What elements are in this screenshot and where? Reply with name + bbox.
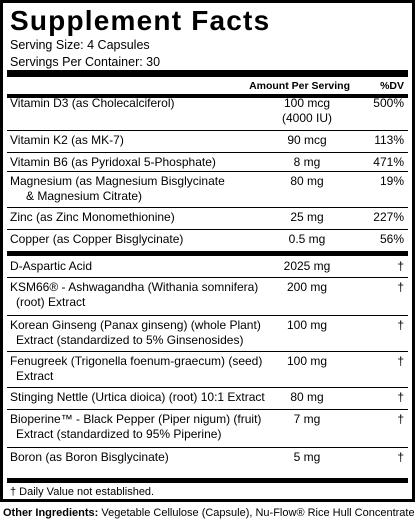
row-separator [7,152,408,153]
ingredient-amount: 100 mg [286,354,328,368]
other-ingredients [3,507,415,520]
ingredient-name: Stinging Nettle (Urtica dioica) (root) 10:1 Extract [10,390,265,404]
other-ingredients-label: Other Ingredients: [3,507,99,519]
ingredient-name: Korean Ginseng (Panax ginseng) (whole Plant) Extract (standardized to 5% Ginsenosides) [10,318,261,347]
ingredient-name: Magnesium (as Magnesium Bisglycinate & Magnesium Citrate) [10,174,225,203]
ingredient-amount: 25 mg [290,210,324,224]
ingredient-dv: 113% [374,133,404,147]
thick-divider [7,70,408,77]
footnote: † Daily Value not established. [10,486,155,498]
ingredient-dv: † [397,354,404,368]
ingredient-dv: 471% [373,155,404,169]
serving-size: Serving Size: 4 Capsules [10,38,150,52]
row-separator [7,130,408,131]
ingredient-dv: † [397,280,404,294]
ingredient-name: Copper (as Copper Bisglycinate) [10,232,184,246]
ingredient-name: Bioperine™ - Black Pepper (Piper nigum) (fruit) Extract (standardized to 95% Piperine) [10,412,262,441]
ingredient-name: Vitamin K2 (as MK-7) [10,133,124,147]
ingredient-name: KSM66® - Ashwagandha (Withania somnifera) (root) Extract [10,280,259,309]
ingredient-amount: 80 mg [290,174,324,188]
ingredient-name: Boron (as Boron Bisglycinate) [10,450,169,464]
ingredient-dv: † [397,390,404,404]
ingredient-amount: 8 mg [293,155,321,169]
ingredient-name: Vitamin D3 (as Cholecalciferol) [10,96,175,110]
row-separator [7,409,408,410]
section-divider [7,251,408,256]
ingredient-name: Zinc (as Zinc Monomethionine) [10,210,175,224]
row-separator [7,315,408,316]
ingredient-dv: 227% [373,210,404,224]
ingredient-amount: 2025 mg [283,259,331,273]
ingredient-amount: 0.5 mg [288,232,326,246]
ingredient-dv: † [397,450,404,464]
ingredient-amount: 80 mg [290,390,324,404]
ingredient-dv: † [397,259,404,273]
ingredient-amount: 100 mg [286,318,328,332]
ingredient-amount: 100 mcg (4000 IU) [281,96,333,125]
ingredient-amount: 200 mg [286,280,328,294]
amount-per-serving-header: Amount Per Serving [249,80,350,92]
row-separator [7,229,408,230]
bottom-divider [7,478,408,483]
servings-per-container: Servings Per Container: 30 [10,55,161,69]
panel-title: Supplement Facts [10,5,271,36]
ingredient-name: D-Aspartic Acid [10,259,93,273]
ingredient-dv: † [397,318,404,332]
row-separator [7,171,408,172]
ingredient-name: Vitamin B6 (as Pyridoxal 5-Phosphate) [10,155,216,169]
ingredient-dv: † [397,412,404,426]
row-separator [7,207,408,208]
ingredient-dv: 500% [373,96,404,110]
dv-header: %DV [380,80,404,92]
row-separator [7,447,408,448]
ingredient-amount: 90 mcg [287,133,327,147]
row-separator [7,351,408,352]
ingredient-amount: 7 mg [293,412,321,426]
ingredient-dv: 56% [379,232,404,246]
other-ingredients-text: Vegetable Cellulose (Capsule), Nu-Flow® Rice Hull Concentrate [98,507,415,519]
row-separator [7,387,408,388]
ingredient-amount: 5 mg [293,450,321,464]
ingredient-name: Fenugreek (Trigonella foenum-graecum) (seed) Extract [10,354,263,383]
ingredient-dv: 19% [379,174,404,188]
row-separator [7,277,408,278]
